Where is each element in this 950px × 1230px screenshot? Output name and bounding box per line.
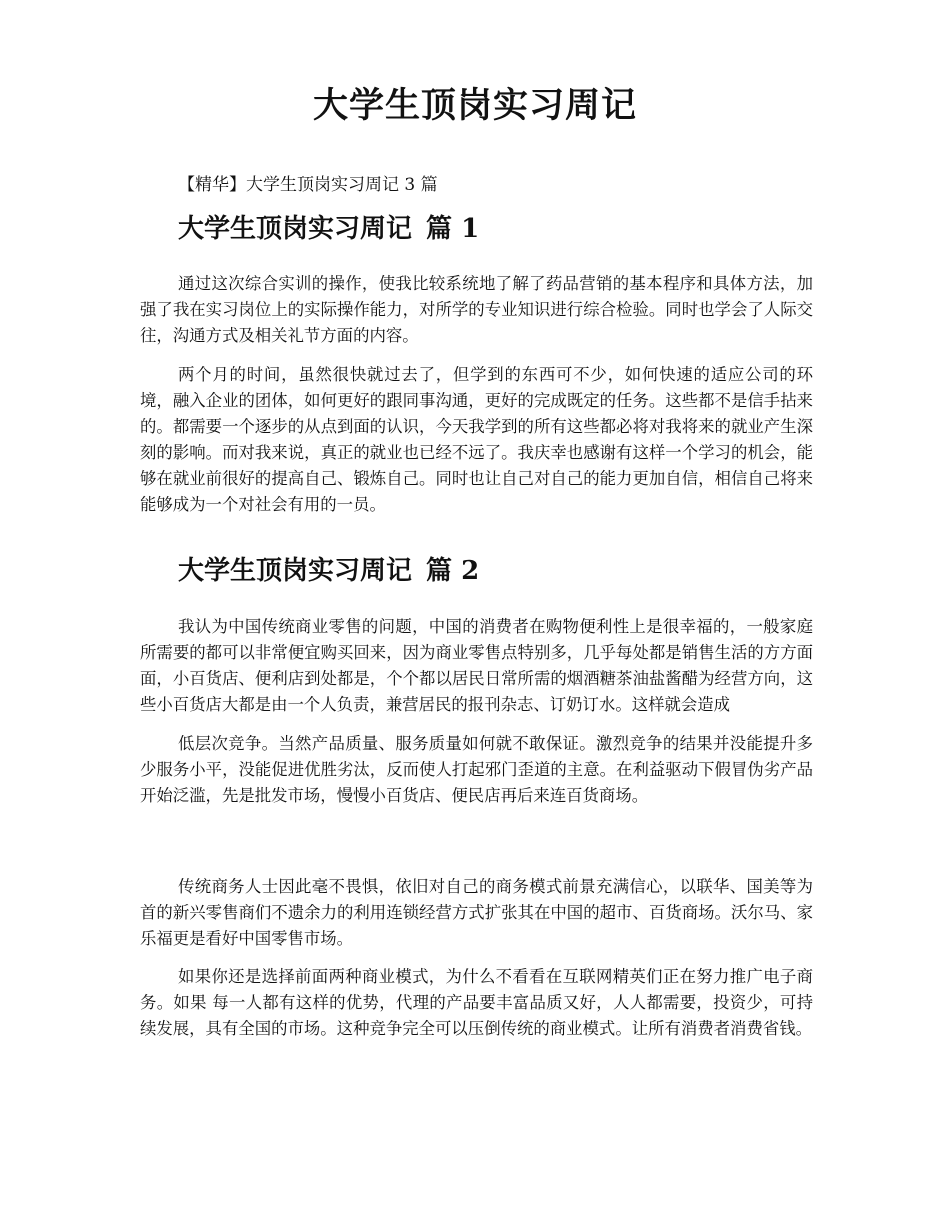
paragraph: 两个月的时间，虽然很快就过去了，但学到的东西可不少，如何快速的适应公司的环境，融入企业的团体，如何更好的跟同事沟通，更好的完成既定的任务。这些都不是信手拈来的。都需要一个逐步的从点到面的认识，今天我学到的所有这些都必将对我将来的就业产生深刻的影响。而对我来说，真正的就业也已经不远了。我庆幸也感谢有这样一个学习的机会，能够在就业前很好的提高自己、锻炼自己。同时也让自己对自己的能力更加自信，相信自己将来能够成为一个对社会有用的一员。 [140, 365, 813, 514]
section-heading-text: 大学生顶岗实习周记 [178, 214, 413, 244]
paragraph: 通过这次综合实训的操作，使我比较系统地了解了药品营销的基本程序和具体方法，加强了我在实习岗位上的实际操作能力，对所学的专业知识进行综合检验。同时也学会了人际交往，沟通方式及相关礼节方面的内容。 [140, 274, 813, 345]
document-title: 大学生顶岗实习周记 [312, 85, 637, 126]
intro-line: 【精华】大学生顶岗实习周记 3 篇 [178, 175, 438, 195]
paragraph: 低层次竞争。当然产品质量、服务质量如何就不敢保证。激烈竞争的结果并没能提升多少服务小平，没能促进优胜劣汰，反而使人打起邪门歪道的主意。在利益驱动下假冒伪劣产品开始泛滥，先是批发市场，慢慢小百货店、便民店再后来连百货商场。 [140, 734, 813, 805]
section-heading-number: 篇 1 [426, 214, 480, 244]
paragraph: 传统商务人士因此毫不畏惧，依旧对自己的商务模式前景充满信心，以联华、国美等为首的新兴零售商们不遗余力的利用连锁经营方式扩张其在中国的超市、百货商场。沃尔马、家乐福更是看好中国零售市场。 [140, 877, 813, 948]
section-heading-number: 篇 2 [426, 556, 480, 586]
paragraph: 我认为中国传统商业零售的问题，中国的消费者在购物便利性上是很幸福的，一般家庭所需要的都可以非常便宜购买回来，因为商业零售点特别多，几乎每处都是销售生活的方方面面，小百货店、便利店到处都是，个个都以居民日常所需的烟酒糖茶油盐酱醋为经营方向，这些小百货店大都是由一个人负责，兼营居民的报刊杂志、订奶订水。这样就会造成 [140, 617, 813, 714]
section-heading-2 [178, 550, 479, 587]
section-heading-text: 大学生顶岗实习周记 [178, 556, 413, 586]
paragraph: 如果你还是选择前面两种商业模式，为什么不看看在互联网精英们正在努力推广电子商务。如果 每一人都有这样的优势，代理的产品要丰富品质又好，人人都需要，投资少，可持续发展，具有全国的市场。这种竞争完全可以压倒传统的商业模式。让所有消费者消费省钱。 [140, 967, 813, 1038]
section-heading-1 [178, 208, 479, 245]
